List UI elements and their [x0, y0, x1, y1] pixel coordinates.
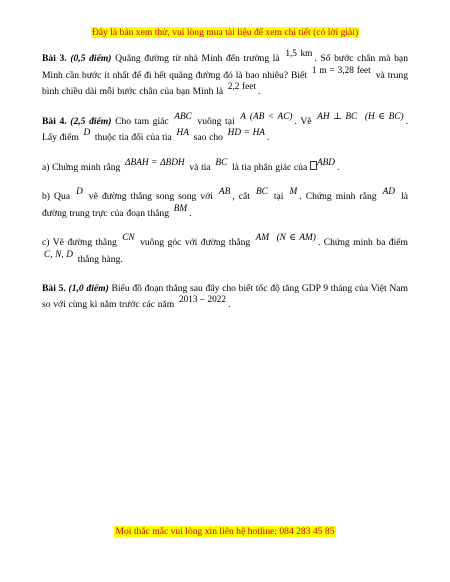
- problem-4a-math: ΔBAH = ΔBDH: [125, 157, 185, 168]
- problem-4b-text: .: [189, 207, 192, 219]
- problem-4b-text: , cắt: [232, 191, 254, 202]
- problem-5: [42, 281, 408, 313]
- problem-4a: [42, 157, 408, 177]
- problem-4-title: Bài 4.: [42, 115, 67, 127]
- problem-4-math: (H ∈ BC): [364, 111, 404, 122]
- problem-4b-text: tại: [269, 191, 288, 202]
- problem-4-text: vuông tại: [193, 115, 239, 127]
- problem-3-conversion: 1 m = 3,28 feet: [311, 65, 371, 76]
- problem-4: [42, 111, 409, 147]
- problem-4-math: (AB < AC): [249, 111, 293, 122]
- problem-3: [42, 51, 408, 101]
- problem-4-math: AH ⊥ BC: [317, 111, 358, 122]
- problem-4c-text: vuông góc với đường thẳng: [136, 237, 254, 248]
- problem-4b-math: BC: [255, 187, 268, 197]
- problem-4c-text: . Chứng minh ba điểm: [317, 237, 408, 248]
- problem-5-title: Bài 5.: [42, 283, 66, 294]
- problem-5-text: .: [228, 298, 231, 310]
- problem-4-math: D: [83, 128, 91, 138]
- problem-4-text: . Lấy điểm: [42, 115, 409, 143]
- hotline-text: Mọi thắc mắc vui lòng xin liên hệ hotline: 084 283 45 85: [115, 526, 335, 537]
- problem-4c-math: C, N, D: [44, 249, 74, 260]
- problem-3-text: và trung bình chiều dài mỗi bước chân của bạn Minh là: [42, 69, 408, 97]
- problem-4b-math: AD: [382, 187, 396, 197]
- problem-4b-math: M: [289, 187, 298, 197]
- problem-4c: [42, 235, 408, 268]
- problem-4c-math: (N ∈ AM): [276, 233, 316, 243]
- problem-4b: [42, 189, 408, 222]
- preview-notice-banner: [0, 27, 450, 39]
- problem-4b-text: . Chứng minh rằng: [299, 191, 381, 202]
- angle-symbol-icon: [310, 161, 317, 170]
- problem-4c-text: c) Vẽ đường thẳng: [42, 237, 121, 248]
- problem-3-title: Bài 3.: [42, 53, 67, 64]
- problem-5-years: 2013 – 2022: [178, 294, 227, 305]
- problem-4b-math: D: [76, 187, 83, 197]
- problem-4a-math: ABD: [316, 157, 336, 168]
- problem-4-points: (2,5 điểm): [70, 115, 112, 127]
- problem-4-text: .: [266, 132, 270, 143]
- problem-4c-text: thẳng hàng.: [75, 253, 123, 265]
- problem-4a-text: a) Chứng minh rằng: [42, 161, 124, 173]
- problem-3-points: (0,5 điểm): [70, 53, 112, 64]
- problem-4b-text: là đường trung trực của đoạn thẳng: [42, 191, 408, 219]
- preview-notice-text: Đây là bản xem thử, vui lòng mua tài liệu để xem chi tiết (có lời giải): [91, 27, 359, 38]
- problem-4-math: HD = HA: [227, 128, 265, 138]
- problem-4a-math: BC: [215, 157, 228, 168]
- problem-4-text: thuộc tia đối của tia: [92, 132, 175, 143]
- problem-3-text: . Số bước chân mà bạn Minh cần bước ít nhất để đi hết quãng đường đó là bao nhiêu? Biết: [42, 53, 408, 81]
- problem-4b-math: AB: [218, 187, 231, 197]
- problem-4a-text: và tia: [186, 161, 214, 173]
- problem-4c-math: CN: [122, 233, 135, 243]
- problem-4-math: HA: [176, 128, 189, 138]
- problem-3-distance: 1,5 km: [285, 49, 313, 59]
- problem-4b-text: b) Qua: [42, 191, 75, 202]
- problem-4a-text: là tia phân giác của: [229, 161, 310, 173]
- problem-4-math: ABC: [174, 111, 192, 122]
- problem-4-text: sao cho: [190, 132, 226, 143]
- problem-5-text: Biểu đồ đoạn thẳng sau đây cho biết tốc độ tăng GDP 9 tháng của Việt Nam so với cùng kì năm trước các năm: [42, 283, 408, 310]
- problem-4-math: A: [240, 111, 246, 122]
- hotline-banner: [0, 526, 450, 538]
- document-page: [42, 51, 408, 313]
- problem-4-text: . Vẽ: [294, 115, 316, 127]
- problem-4-text: Cho tam giác: [111, 115, 173, 127]
- problem-5-points: (1,0 điểm): [68, 283, 109, 294]
- problem-4a-text: .: [337, 161, 340, 173]
- problem-4b-math: BM: [173, 203, 188, 214]
- problem-3-step-length: 2,2 feet: [227, 82, 256, 92]
- problem-3-text: .: [257, 86, 261, 97]
- problem-4b-text: vẽ đường thẳng song song với: [84, 191, 217, 202]
- problem-3-text: Quãng đường từ nhà Minh đến trường là: [111, 53, 284, 64]
- problem-4c-math: AM: [255, 233, 270, 243]
